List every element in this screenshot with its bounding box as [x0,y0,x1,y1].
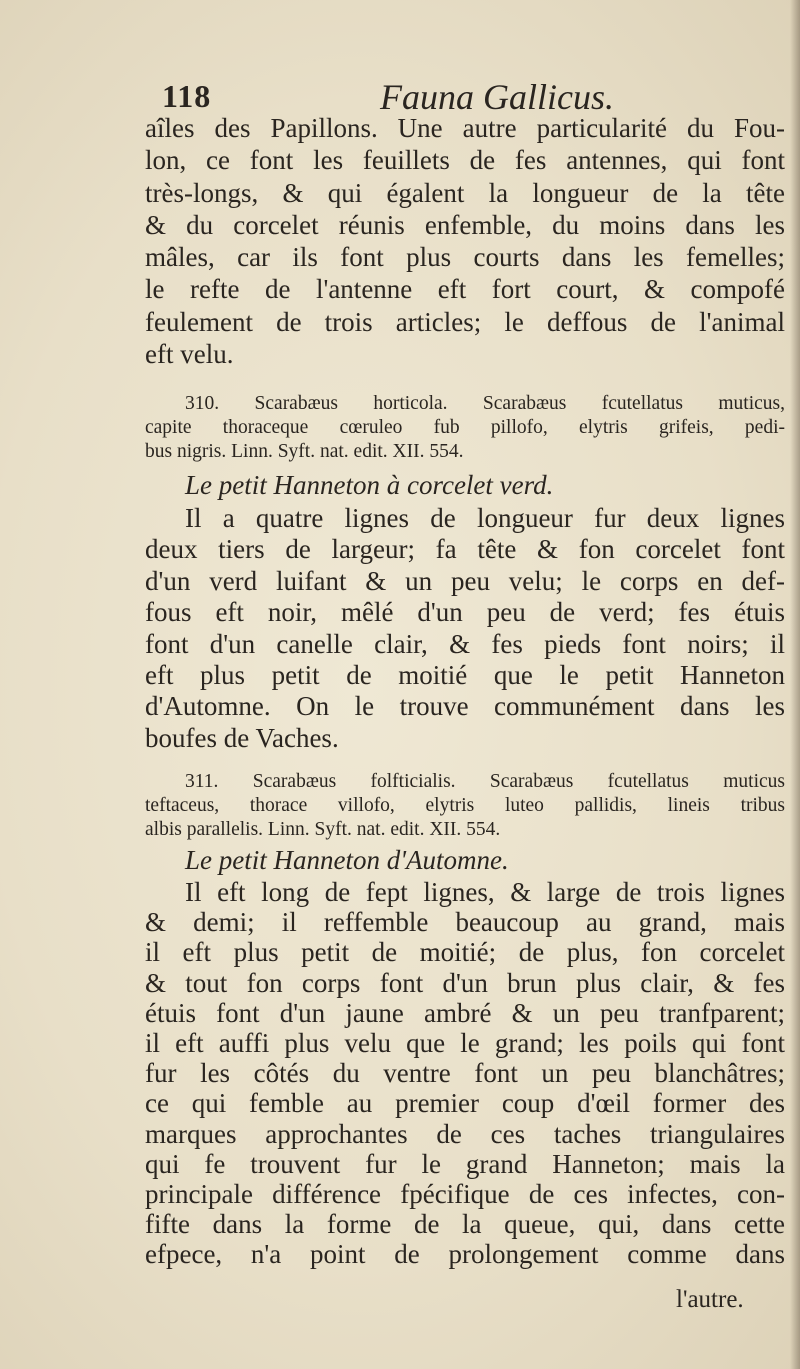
text-line: fous eft noir, mêlé d'un peu de verd; fes étuis [145,597,785,628]
species-heading-310: Le petit Hanneton à corcelet verd. [185,470,554,500]
entry-line: teftaceus, thorace villofo, elytris luteo pallidis, lineis tribus [145,795,785,816]
description-311 [145,877,785,1270]
text-line: fifte dans la forme de la queue, qui, dans cette [145,1209,785,1240]
entry-line: albis parallelis. Linn. Syft. nat. edit. XII. 554. [145,819,501,840]
species-entry-310 [145,392,785,464]
text-line: & demi; il reffemble beaucoup au grand, mais [145,907,785,938]
text-line: eft plus petit de moitié que le petit Hanneton [145,660,785,691]
final-word: l'autre. [676,1286,744,1313]
description-310 [145,503,785,754]
text-line: & tout fon corps font d'un brun plus clair, & fes [145,967,785,998]
text-line: d'Automne. On le trouve communément dans les [145,691,785,722]
text-line: lon, ce font les feuillets de fes antennes, qui font [145,145,785,176]
entry-line: bus nigris. Linn. Syft. nat. edit. XII. 554. [145,441,464,462]
text-line: ce qui femble au premier coup d'œil former des [145,1088,785,1119]
page-number: 118 [162,78,212,114]
text-line: fur les côtés du ventre font un peu blanchâtres; [145,1058,785,1089]
text-line: deux tiers de largeur; fa tête & fon corcelet font [145,534,785,565]
text-line: étuis font d'un jaune ambré & un peu tranfparent; [145,997,785,1028]
text-line: très-longs, & qui égalent la longueur de la tête [145,177,785,208]
text-line: feulement de trois articles; le deffous de l'animal [145,306,785,337]
page-edge-shadow [790,0,800,1369]
species-entry-311 [145,770,785,842]
entry-line: 310. Scarabæus horticola. Scarabæus fcutellatus muticus, [185,393,785,414]
text-line: Il a quatre lignes de longueur fur deux lignes [185,503,785,533]
text-line: qui fe trouvent fur le grand Hanneton; mais la [145,1148,785,1179]
text-line: d'un verd luifant & un peu velu; le corps en def- [145,565,785,596]
text-line: font d'un canelle clair, & fes pieds font noirs; il [145,628,785,659]
text-line: aîles des Papillons. Une autre particularité du Fou- [145,113,785,143]
entry-line: 311. Scarabæus folfticialis. Scarabæus fcutellatus muticus [185,771,785,792]
intro-paragraph [145,112,785,370]
text-line: marques approchantes de ces taches triangulaires [145,1118,785,1149]
running-title: Fauna Gallicus. [380,77,614,117]
species-heading-311: Le petit Hanneton d'Automne. [185,845,509,875]
text-line: efpece, n'a point de prolongement comme dans [145,1239,785,1270]
text-line: il eft auffi plus velu que le grand; les poils qui font [145,1028,785,1059]
text-line: boufes de Vaches. [145,722,339,753]
text-line: & du corcelet réunis enfemble, du moins dans les [145,209,785,240]
text-line: Il eft long de fept lignes, & large de trois lignes [185,877,785,907]
text-line: principale différence fpécifique de ces infectes, con- [145,1179,785,1210]
text-line: eft velu. [145,339,234,370]
text-line: il eft plus petit de moitié; de plus, fon corcelet [145,937,785,968]
entry-line: capite thoraceque cœruleo fub pillofo, elytris grifeis, pedi- [145,417,785,438]
text-line: le refte de l'antenne eft fort court, & compofé [145,274,785,305]
text-line: mâles, car ils font plus courts dans les femelles; [145,242,785,273]
